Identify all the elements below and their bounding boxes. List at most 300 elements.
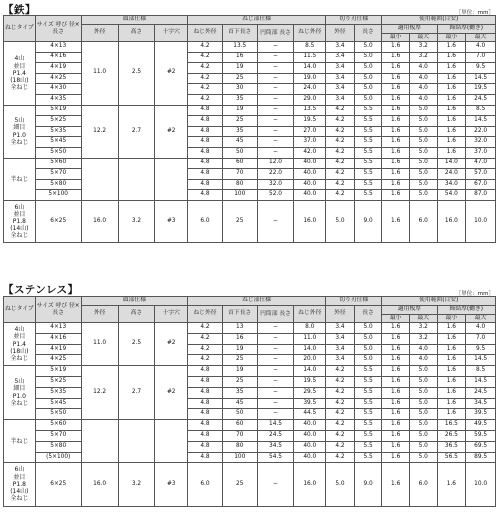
value-cell: − — [257, 344, 294, 355]
value-cell: 1.6 — [437, 52, 466, 63]
value-cell: 3.4 — [326, 344, 355, 355]
cross-recess-cell: #3 — [155, 463, 188, 506]
size-cell: 4×25 — [35, 355, 81, 366]
value-cell: 100 — [222, 452, 257, 463]
value-cell: 4.2 — [326, 158, 355, 169]
value-cell: 1.6 — [382, 42, 410, 53]
head-outer-cell: 12.2 — [81, 105, 118, 158]
value-cell: 8.5 — [466, 105, 496, 116]
value-cell: 1.6 — [437, 323, 466, 334]
screw-type-line: 全ねじ — [10, 495, 29, 503]
value-cell: − — [257, 137, 294, 148]
value-cell: 5.0 — [354, 344, 382, 355]
value-cell: 16.0 — [294, 463, 326, 506]
value-cell: 1.6 — [382, 190, 410, 201]
value-cell: 9.5 — [466, 63, 496, 74]
size-cell: 6×25 — [35, 463, 81, 506]
value-cell: 5.0 — [354, 94, 382, 105]
size-cell: 4×19 — [35, 63, 81, 74]
value-cell: 5.0 — [409, 441, 437, 452]
value-cell: 5.5 — [354, 105, 382, 116]
table-row — [4, 441, 496, 452]
head-outer-cell: 11.0 — [81, 323, 118, 366]
head-outer-cell: 12.2 — [81, 366, 118, 420]
value-cell: 37.0 — [294, 137, 326, 148]
table-row — [4, 84, 496, 95]
value-cell: 59.5 — [466, 430, 496, 441]
screw-type-line: P1.8 — [12, 218, 26, 225]
size-cell: 4×16 — [35, 333, 81, 344]
table-row — [4, 158, 496, 169]
value-cell: 1.6 — [437, 105, 466, 116]
value-cell: 4.2 — [188, 344, 223, 355]
value-cell: 47.0 — [466, 158, 496, 169]
value-cell: 4.2 — [188, 73, 223, 84]
value-cell: 8.5 — [294, 42, 326, 53]
value-cell: 40.0 — [294, 179, 326, 190]
table-row — [4, 366, 496, 377]
value-cell: − — [257, 116, 294, 127]
cross-recess-cell — [155, 420, 188, 463]
value-cell: 5.0 — [354, 355, 382, 366]
value-cell: 19.5 — [466, 84, 496, 95]
value-cell: 5.0 — [354, 323, 382, 334]
screw-type-cell — [4, 105, 36, 158]
value-cell: 40.0 — [294, 430, 326, 441]
value-cell: 60 — [222, 420, 257, 431]
value-cell: − — [257, 409, 294, 420]
value-cell: 4.0 — [466, 323, 496, 334]
value-cell: 44.5 — [294, 409, 326, 420]
screw-type-line: P1.8 — [12, 480, 26, 488]
value-cell: 5.0 — [409, 105, 437, 116]
value-cell: 4.8 — [188, 387, 223, 398]
screw-type-cell — [4, 323, 36, 366]
value-cell: 5.0 — [409, 158, 437, 169]
value-cell: 4.2 — [188, 63, 223, 74]
cross-recess-cell: #2 — [155, 366, 188, 420]
value-cell: 1.6 — [382, 387, 410, 398]
header-size: サイズ 呼び 径×長さ — [35, 16, 81, 42]
value-cell: 5.0 — [409, 116, 437, 127]
header-max-1: 最大 — [409, 34, 437, 42]
value-cell: 6.0 — [409, 463, 437, 506]
value-cell: 3.2 — [409, 42, 437, 53]
header-plate: 適用板厚 — [382, 25, 437, 34]
value-cell: 1.6 — [382, 158, 410, 169]
value-cell: 14.5 — [466, 376, 496, 387]
value-cell: 4.2 — [326, 105, 355, 116]
value-cell: 5.0 — [354, 42, 382, 53]
value-cell: 54.5 — [257, 452, 294, 463]
head-height-cell — [118, 158, 155, 200]
value-cell: 4.2 — [326, 126, 355, 137]
value-cell: 25 — [222, 116, 257, 127]
value-cell: 32.0 — [257, 179, 294, 190]
value-cell: 8.0 — [294, 323, 326, 334]
value-cell: 40.0 — [294, 190, 326, 201]
head-height-cell: 3.2 — [118, 200, 155, 242]
value-cell: 1.6 — [382, 169, 410, 180]
value-cell: 4.8 — [188, 169, 223, 180]
screw-type-line: 6山 — [14, 203, 25, 211]
header-screw-dia: ねじ外径 — [188, 25, 223, 42]
value-cell: 5.5 — [354, 147, 382, 158]
value-cell: 5.0 — [409, 430, 437, 441]
header-head-spec: 頭部仕様 — [81, 16, 187, 25]
screw-type-line: 並目 — [13, 210, 26, 218]
value-cell: 5.0 — [409, 137, 437, 148]
value-cell: 14.0 — [437, 158, 466, 169]
value-cell: 35 — [222, 387, 257, 398]
value-cell: 4.8 — [188, 376, 223, 387]
value-cell: 4.0 — [409, 355, 437, 366]
value-cell: 5.0 — [326, 463, 355, 506]
size-cell: 5×60 — [35, 158, 81, 169]
value-cell: 5.0 — [409, 387, 437, 398]
value-cell: 22.0 — [257, 169, 294, 180]
value-cell: 1.6 — [382, 355, 410, 366]
head-outer-cell — [81, 158, 118, 200]
screw-type-line: (18山) — [10, 347, 29, 355]
table-row — [4, 355, 496, 366]
value-cell: 1.6 — [382, 94, 410, 105]
header-cross: 十字穴 — [155, 25, 188, 42]
value-cell: 39.5 — [294, 398, 326, 409]
value-cell: 7.0 — [466, 333, 496, 344]
screw-type-line: 並目 — [13, 333, 26, 341]
table-row — [4, 463, 496, 506]
header-cut-spec: 切り刃仕様 — [326, 297, 382, 306]
value-cell: − — [257, 376, 294, 387]
value-cell: 16.5 — [437, 420, 466, 431]
value-cell: 1.6 — [382, 430, 410, 441]
value-cell: 35 — [222, 126, 257, 137]
header-min-0: 最小 — [382, 315, 410, 323]
value-cell: 4.8 — [188, 190, 223, 201]
value-cell: 4.2 — [326, 398, 355, 409]
value-cell: 70 — [222, 430, 257, 441]
header-range: 使用範囲(目安) — [382, 297, 496, 306]
header-max-3: 最大 — [466, 34, 496, 42]
value-cell: 5.5 — [354, 116, 382, 127]
screw-type-cell — [4, 200, 36, 242]
value-cell: 4.0 — [409, 73, 437, 84]
value-cell: 14.5 — [466, 116, 496, 127]
screw-type-cell — [4, 42, 36, 106]
value-cell: 5.0 — [409, 190, 437, 201]
size-cell: 4×13 — [35, 323, 81, 334]
size-cell: 4×25 — [35, 73, 81, 84]
value-cell: 26.5 — [437, 430, 466, 441]
header-min-2: 最小 — [437, 34, 466, 42]
value-cell: 5.5 — [354, 190, 382, 201]
screw-type-line: P1.0 — [12, 131, 26, 139]
screw-type-line: 並目 — [13, 62, 26, 70]
value-cell: 40.0 — [294, 158, 326, 169]
value-cell: 4.2 — [188, 52, 223, 63]
screw-type-line: 4山 — [14, 326, 25, 334]
value-cell: 3.4 — [326, 73, 355, 84]
value-cell: 9.0 — [354, 463, 382, 506]
head-height-cell: 3.2 — [118, 463, 155, 506]
size-cell: 4×16 — [35, 52, 81, 63]
value-cell: 3.2 — [409, 323, 437, 334]
value-cell: 1.6 — [437, 333, 466, 344]
table-row — [4, 179, 496, 190]
value-cell: 40.0 — [294, 169, 326, 180]
value-cell: 4.2 — [326, 137, 355, 148]
value-cell: 1.6 — [382, 344, 410, 355]
table-row — [4, 169, 496, 180]
head-outer-cell: 11.0 — [81, 42, 118, 106]
value-cell: 1.6 — [437, 409, 466, 420]
cross-recess-cell — [155, 158, 188, 200]
value-cell: 4.8 — [188, 126, 223, 137]
value-cell: 40.0 — [294, 420, 326, 431]
value-cell: 1.6 — [437, 116, 466, 127]
value-cell: 14.0 — [294, 344, 326, 355]
value-cell: 42.0 — [294, 147, 326, 158]
value-cell: 1.6 — [437, 73, 466, 84]
value-cell: 89.5 — [466, 452, 496, 463]
table-row — [4, 126, 496, 137]
value-cell: 4.2 — [326, 179, 355, 190]
table-row — [4, 398, 496, 409]
value-cell: 9.5 — [466, 344, 496, 355]
header-screw-dia: ねじ外径 — [188, 306, 223, 323]
header-neck-length: 首下長さ — [222, 306, 257, 323]
value-cell: 4.8 — [188, 147, 223, 158]
value-cell: 19.0 — [294, 73, 326, 84]
value-cell: 29.5 — [294, 387, 326, 398]
screw-type-line: 細目 — [13, 385, 26, 393]
cross-recess-cell: #2 — [155, 105, 188, 158]
head-height-cell: 2.7 — [118, 105, 155, 158]
value-cell: 3.4 — [326, 333, 355, 344]
value-cell: 7.0 — [466, 52, 496, 63]
value-cell: 54.0 — [437, 190, 466, 201]
value-cell: − — [257, 323, 294, 334]
value-cell: 50 — [222, 409, 257, 420]
header-cyl-length: 円筒部 長さ — [257, 25, 294, 42]
header-cut-len: 長さ — [354, 306, 382, 323]
head-height-cell — [118, 420, 155, 463]
header-type: ねじタイプ — [4, 16, 36, 42]
value-cell: 1.6 — [437, 376, 466, 387]
value-cell: 4.0 — [409, 344, 437, 355]
size-cell: 5×19 — [35, 366, 81, 377]
screw-type-cell — [4, 463, 36, 506]
header-cut-dia: 外径 — [326, 25, 355, 42]
value-cell: − — [257, 42, 294, 53]
value-cell: 8.5 — [466, 366, 496, 377]
value-cell: 4.8 — [188, 430, 223, 441]
value-cell: 4.8 — [188, 441, 223, 452]
size-cell: 5×60 — [35, 420, 81, 431]
screw-type-line: 6山 — [14, 466, 25, 474]
value-cell: 1.6 — [382, 200, 410, 242]
value-cell: 25 — [222, 200, 257, 242]
head-outer-cell: 16.0 — [81, 463, 118, 506]
screw-type-line: (18山) — [10, 76, 29, 84]
value-cell: 25 — [222, 463, 257, 506]
value-cell: 3.2 — [409, 52, 437, 63]
value-cell: 1.6 — [437, 126, 466, 137]
table-row — [4, 420, 496, 431]
table-row — [4, 376, 496, 387]
value-cell: 1.6 — [382, 116, 410, 127]
screw-type-line: (14山) — [10, 225, 29, 233]
value-cell: 5.5 — [354, 409, 382, 420]
header-max-3: 最大 — [466, 315, 496, 323]
value-cell: 10.0 — [466, 463, 496, 506]
table-row — [4, 52, 496, 63]
value-cell: 5.5 — [354, 376, 382, 387]
screw-type-line: 全ねじ — [10, 354, 29, 362]
value-cell: 5.0 — [354, 84, 382, 95]
size-cell: 5×45 — [35, 398, 81, 409]
value-cell: − — [257, 94, 294, 105]
table-row — [4, 344, 496, 355]
value-cell: 9.0 — [354, 200, 382, 242]
value-cell: 4.0 — [409, 94, 437, 105]
value-cell: 49.5 — [466, 420, 496, 431]
value-cell: 5.5 — [354, 430, 382, 441]
value-cell: 56.5 — [437, 452, 466, 463]
head-outer-cell: 16.0 — [81, 200, 118, 242]
value-cell: − — [257, 126, 294, 137]
cross-recess-cell: #2 — [155, 42, 188, 106]
value-cell: 4.2 — [326, 387, 355, 398]
value-cell: 11.0 — [294, 333, 326, 344]
value-cell: 70 — [222, 169, 257, 180]
value-cell: 1.6 — [382, 105, 410, 116]
section-title-stainless: 【ステンレス】 — [3, 284, 79, 296]
header-range: 使用範囲(目安) — [382, 16, 496, 25]
value-cell: 5.0 — [409, 366, 437, 377]
value-cell: 4.2 — [326, 409, 355, 420]
header-type: ねじタイプ — [4, 297, 36, 323]
value-cell: 45 — [222, 137, 257, 148]
table-row — [4, 200, 496, 242]
value-cell: 3.2 — [409, 333, 437, 344]
value-cell: 4.2 — [326, 169, 355, 180]
value-cell: 1.6 — [382, 52, 410, 63]
value-cell: 4.8 — [188, 409, 223, 420]
value-cell: 3.4 — [326, 84, 355, 95]
value-cell: 14.5 — [466, 73, 496, 84]
header-screw-dia-2: ねじ外径 — [294, 306, 326, 323]
value-cell: 4.8 — [188, 366, 223, 377]
value-cell: 6.0 — [188, 200, 223, 242]
value-cell: 24.5 — [466, 387, 496, 398]
value-cell: 45 — [222, 398, 257, 409]
header-plate: 適用板厚 — [382, 306, 437, 315]
value-cell: 1.6 — [382, 441, 410, 452]
value-cell: 4.8 — [188, 398, 223, 409]
value-cell: 5.0 — [409, 126, 437, 137]
value-cell: 1.6 — [382, 73, 410, 84]
value-cell: 40.0 — [294, 441, 326, 452]
table-row — [4, 42, 496, 53]
value-cell: 14.5 — [466, 355, 496, 366]
value-cell: 1.6 — [382, 463, 410, 506]
value-cell: 19 — [222, 344, 257, 355]
value-cell: 4.8 — [188, 105, 223, 116]
value-cell: 11.5 — [294, 52, 326, 63]
value-cell: 4.2 — [188, 333, 223, 344]
table-row — [4, 147, 496, 158]
value-cell: 27.0 — [294, 126, 326, 137]
value-cell: 4.0 — [466, 42, 496, 53]
header-cross: 十字穴 — [155, 306, 188, 323]
value-cell: − — [257, 387, 294, 398]
screw-type-cell — [4, 420, 36, 463]
value-cell: 4.8 — [188, 179, 223, 190]
header-head-height: 高さ — [118, 25, 155, 42]
header-size: サイズ 呼び 径×長さ — [35, 297, 81, 323]
header-neck-length: 首下長さ — [222, 25, 257, 42]
value-cell: 5.5 — [354, 420, 382, 431]
value-cell: 22.0 — [466, 126, 496, 137]
value-cell: 5.0 — [409, 420, 437, 431]
value-cell: 4.8 — [188, 158, 223, 169]
value-cell: 5.0 — [354, 52, 382, 63]
value-cell: 1.6 — [382, 179, 410, 190]
value-cell: 5.5 — [354, 387, 382, 398]
screw-type-line: P1.0 — [12, 392, 26, 400]
value-cell: 16.0 — [294, 200, 326, 242]
size-cell: 5×19 — [35, 105, 81, 116]
value-cell: 5.5 — [354, 441, 382, 452]
value-cell: 1.6 — [382, 420, 410, 431]
value-cell: 4.2 — [188, 355, 223, 366]
value-cell: 5.5 — [354, 126, 382, 137]
header-cut-len: 長さ — [354, 25, 382, 42]
value-cell: − — [257, 147, 294, 158]
value-cell: 25 — [222, 73, 257, 84]
screw-type-line: 全ねじ — [10, 399, 29, 407]
value-cell: 1.6 — [382, 137, 410, 148]
value-cell: 4.2 — [326, 430, 355, 441]
screw-type-line: 並目 — [13, 473, 26, 481]
size-cell: 5×80 — [35, 179, 81, 190]
table-row — [4, 63, 496, 74]
table-row — [4, 323, 496, 334]
value-cell: 5.5 — [354, 137, 382, 148]
value-cell: 1.6 — [437, 463, 466, 506]
screw-type-line: 全ねじ — [10, 84, 29, 92]
value-cell: 3.4 — [326, 355, 355, 366]
value-cell: 5.0 — [409, 398, 437, 409]
value-cell: 16 — [222, 333, 257, 344]
screw-type-cell — [4, 366, 36, 420]
value-cell: 1.6 — [437, 398, 466, 409]
value-cell: 4.2 — [326, 441, 355, 452]
head-height-cell: 2.5 — [118, 42, 155, 106]
value-cell: 4.2 — [326, 190, 355, 201]
value-cell: 4.2 — [326, 452, 355, 463]
value-cell: − — [257, 52, 294, 63]
unit-label-iron: ［単位：mm］ — [455, 10, 494, 16]
table-row — [4, 409, 496, 420]
table-row — [4, 387, 496, 398]
value-cell: − — [257, 355, 294, 366]
value-cell: 4.8 — [188, 452, 223, 463]
cross-recess-cell: #2 — [155, 323, 188, 366]
value-cell: 4.8 — [188, 420, 223, 431]
